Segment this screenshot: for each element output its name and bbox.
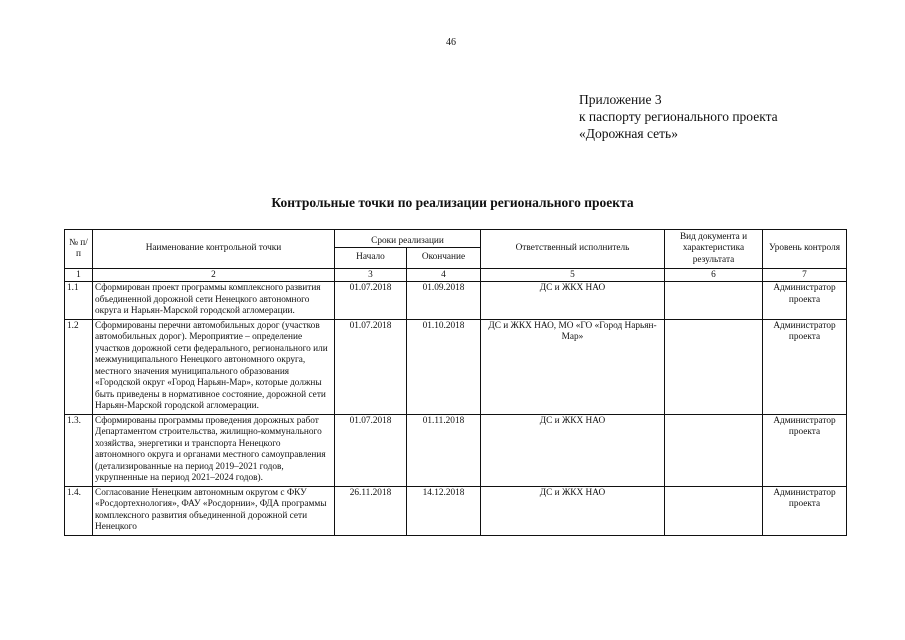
row-responsible: ДС и ЖКХ НАО, МО «ГО «Город Нарьян-Мар» [481, 319, 665, 414]
column-number: 4 [407, 269, 481, 282]
row-end: 14.12.2018 [407, 486, 481, 535]
row-num: 1.2 [65, 319, 93, 414]
row-name: Сформированы перечни автомобильных дорог (участков автомобильных дорог). Мероприятие – определение участков дорожной сети федерального, регионального или межмуниципального Ненецкого автономного округа, местного значения муниципального образования «Городской округ «Город Нарьян-Мар», которые должны быть приведены в нормативное состояние, дорожной сети Нарьян-Марской городской агломерации. [93, 319, 335, 414]
column-number: 7 [763, 269, 847, 282]
header-doc-type: Вид документа и характеристика результата [665, 230, 763, 269]
column-number: 5 [481, 269, 665, 282]
row-responsible: ДС и ЖКХ НАО [481, 282, 665, 320]
row-start: 01.07.2018 [335, 282, 407, 320]
row-end: 01.11.2018 [407, 414, 481, 486]
column-number: 2 [93, 269, 335, 282]
row-start: 01.07.2018 [335, 319, 407, 414]
row-responsible: ДС и ЖКХ НАО [481, 414, 665, 486]
document-title: Контрольные точки по реализации регионального проекта [271, 195, 634, 210]
header-end: Окончание [407, 248, 481, 269]
row-end: 01.09.2018 [407, 282, 481, 320]
row-doc-type [665, 282, 763, 320]
appendix-note [579, 91, 778, 142]
header-terms: Сроки реализации [335, 230, 481, 248]
column-number: 1 [65, 269, 93, 282]
row-doc-type [665, 414, 763, 486]
row-level: Администратор проекта [763, 414, 847, 486]
row-name: Сформирован проект программы комплексного развития объединенной дорожной сети Ненецкого автономного округа и Нарьян-Марской городской агломерации. [93, 282, 335, 320]
appendix-line-1: Приложение 3 [579, 92, 662, 107]
appendix-line-2: к паспорту регионального проекта [579, 109, 778, 124]
row-start: 01.07.2018 [335, 414, 407, 486]
control-points-table [64, 229, 847, 536]
header-level: Уровень контроля [763, 230, 847, 269]
header-num: № п/п [65, 230, 93, 269]
column-number: 6 [665, 269, 763, 282]
row-name: Сформированы программы проведения дорожных работ Департаментом строительства, жилищно-коммунального хозяйства, энергетики и транспорта Ненецкого автономного округа и органами местного самоуправления (детализированные на период 2019–2021 годов, укрупненные на период 2021–2024 годов). [93, 414, 335, 486]
row-num: 1.1 [65, 282, 93, 320]
row-start: 26.11.2018 [335, 486, 407, 535]
table-row [65, 319, 847, 414]
page-number: 46 [446, 37, 456, 48]
row-num: 1.4. [65, 486, 93, 535]
row-level: Администратор проекта [763, 319, 847, 414]
table-row [65, 414, 847, 486]
row-level: Администратор проекта [763, 282, 847, 320]
row-doc-type [665, 319, 763, 414]
row-end: 01.10.2018 [407, 319, 481, 414]
table-row [65, 486, 847, 535]
row-name: Согласование Ненецким автономным округом с ФКУ «Росдортехнология», ФАУ «Росдорнии», ФДА программы комплексного развития объединенной дорожной сети Ненецкого [93, 486, 335, 535]
column-number: 3 [335, 269, 407, 282]
column-numbers-row [65, 269, 847, 282]
row-level: Администратор проекта [763, 486, 847, 535]
table-row [65, 282, 847, 320]
row-doc-type [665, 486, 763, 535]
row-num: 1.3. [65, 414, 93, 486]
row-responsible: ДС и ЖКХ НАО [481, 486, 665, 535]
header-name: Наименование контрольной точки [93, 230, 335, 269]
header-responsible: Ответственный исполнитель [481, 230, 665, 269]
header-start: Начало [335, 248, 407, 269]
appendix-line-3: «Дорожная сеть» [579, 126, 678, 141]
